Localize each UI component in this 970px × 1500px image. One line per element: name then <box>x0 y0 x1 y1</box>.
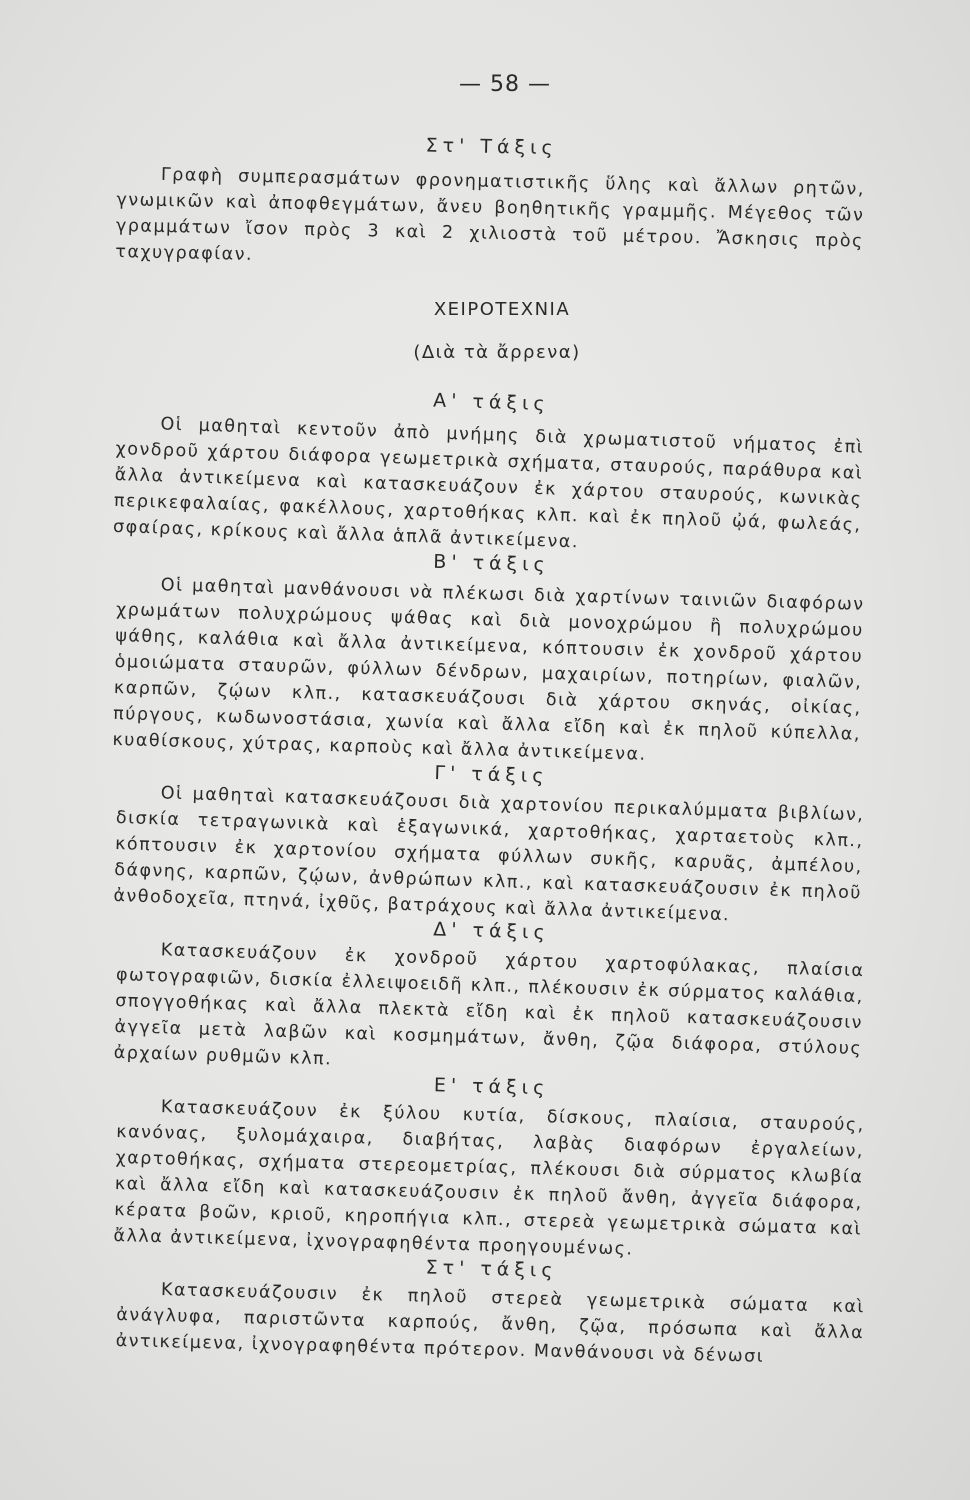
section-heading: Ε' τάξις <box>433 1074 550 1100</box>
section-heading: Στ' Τάξις <box>425 134 558 160</box>
section-d <box>113 909 865 1088</box>
section-heading: Γ' τάξις <box>434 762 549 788</box>
section-heading: Α' τάξις <box>432 389 550 416</box>
handicraft-subtitle: (Διὰ τὰ ἄρρενα) <box>413 341 581 363</box>
section-heading: Δ' τάξις <box>433 918 551 944</box>
section-heading: Στ' τάξις <box>425 1256 558 1282</box>
section-text: Κατασκευάζουν ἐκ ξύλου κυτία, δίσκους, πλαίσια, σταυρούς, κανόνας, ξυλομάχαιρα, διαβήτας, λαβὰς διαφόρων ἐργαλείων, χαρτοθήκας, σχήματα στερεομετρίας, πλέκουσι διὰ σύρματος κλωβία καὶ ἄλλα εἴδη καὶ κατασκευάζουσιν ἐκ πηλοῦ ἄνθη, ἀγγεῖα διάφορα, κέρατα βοῶν, κριοῦ, κηροπήγια κλπ., στερεὰ γεωμετρικὰ σώματα καὶ ἄλλα ἀντικείμενα, ἰχνογραφηθέντα προηγουμένως. <box>113 1096 865 1260</box>
section-text: Γραφὴ συμπερασμάτων φρονηματιστικῆς ὕλης καὶ ἄλλων ρητῶν, γνωμικῶν καὶ ἀποφθεγμάτων, ἄνευ βοηθητικῆς γραμμῆς. Μέγεθος τῶν γραμμάτων ἴσον πρὸς 3 καὶ 2 χιλιοστὰ τοῦ μέτρου. Ἄσκησις πρὸς ταχυγραφίαν. <box>115 164 866 265</box>
section-text: Οἱ μαθηταὶ κεντοῦν ἀπὸ μνήμης διὰ χρωματιστοῦ νήματος ἐπὶ χονδροῦ χάρτου διάφορα γεωμετρικὰ σχήματα, σταυρούς, παράθυρα καὶ ἄλλα ἀντικείμενα καὶ κατασκευάζουν ἐκ χάρτου σταυρούς, κωνικὰς περικεφαλαίας, φακέλλους, χαρτοθήκας κλπ. καὶ ἐκ πηλοῦ ᾠά, φωλεάς, σφαίρας, κρίκους καὶ ἄλλα ἁπλᾶ ἀντικείμενα. <box>112 414 865 552</box>
handicraft-title: ΧΕΙΡΟΤΕΧΝΙΑ <box>433 298 571 320</box>
page-content <box>112 120 866 1367</box>
section-text: Οἱ μαθηταὶ μανθάνουσι νὰ πλέκωσι διὰ χαρτίνων ταινιῶν διαφόρων χρωμάτων πολυχρώμους ψάθας καὶ διὰ μονοχρώμου ἢ πολυχρώμου ψάθης, καλάθια καὶ ἄλλα ἀντικείμενα, κόπτουσιν ἐκ χονδροῦ χάρτου ὁμοιώματα σταυρῶν, φύλλων δένδρων, μαχαιρίων, ποτηρίων, φιαλῶν, καρπῶν, ζῴων κλπ., κατασκευάζουσι διὰ χάρτου σκηνάς, οἰκίας, πύργους, κωδωνοστάσια, χωνία καὶ ἄλλα εἴδη καὶ ἐκ πηλοῦ κύπελλα, κυαθίσκους, χύτρας, καρποὺς καὶ ἄλλα ἀντικείμενα. <box>112 574 865 765</box>
handicraft-title-block <box>118 299 866 363</box>
section-e <box>113 1066 866 1268</box>
section-st-intro <box>115 128 866 280</box>
section-st <box>115 1249 865 1372</box>
section-heading: Β' τάξις <box>433 550 551 576</box>
section-a <box>113 379 866 565</box>
section-text: Κατασκευάζουν ἐκ χονδροῦ χάρτου χαρτοφύλακας, πλαίσια φωτογραφιῶν, δισκία ἐλλειψοειδῆ κλπ., πλέκουσιν ἐκ σύρματος καλάθια, σπογγοθήκας καὶ ἄλλα πλεκτὰ εἴδη καὶ ἐκ πηλοῦ κατασκευάζουσιν ἀγγεῖα μετὰ λαβῶν καὶ κοσμημάτων, ἄνθη, ζῷα διάφορα, στύλους ἀρχαίων ρυθμῶν κλπ. <box>113 940 865 1070</box>
page-number: — 58 — <box>459 72 551 97</box>
section-c <box>113 752 866 932</box>
section-text: Κατασκευάζουσιν ἐκ πηλοῦ στερεὰ γεωμετρικὰ σώματα καὶ ἀνάγλυφα, παριστῶντα καρπούς, ἄνθη, ζῷα, πρόσωπα καὶ ἄλλα ἀντικείμενα, ἰχνογραφηθέντα πρότερον. Μανθάνουσι νὰ δένωσι <box>115 1279 866 1367</box>
section-text: Οἱ μαθηταὶ κατασκευάζουσι διὰ χαρτονίου περικαλύμματα βιβλίων, δισκία τετραγωνικὰ καὶ ἑξαγωνικά, χαρτοθήκας, χαρταετοὺς κλπ., κόπτουσιν ἐκ χαρτονίου σχήματα φύλλων συκῆς, καρυᾶς, ἀμπέλου, δάφνης, καρπῶν, ζῴων, ἀνθρώπων κλπ., καὶ κατασκευάζουσιν ἐκ πηλοῦ ἀνθοδοχεῖα, πτηνά, ἰχθῦς, βατράχους καὶ ἄλλα ἀντικείμενα. <box>113 783 865 926</box>
section-b <box>112 542 866 774</box>
